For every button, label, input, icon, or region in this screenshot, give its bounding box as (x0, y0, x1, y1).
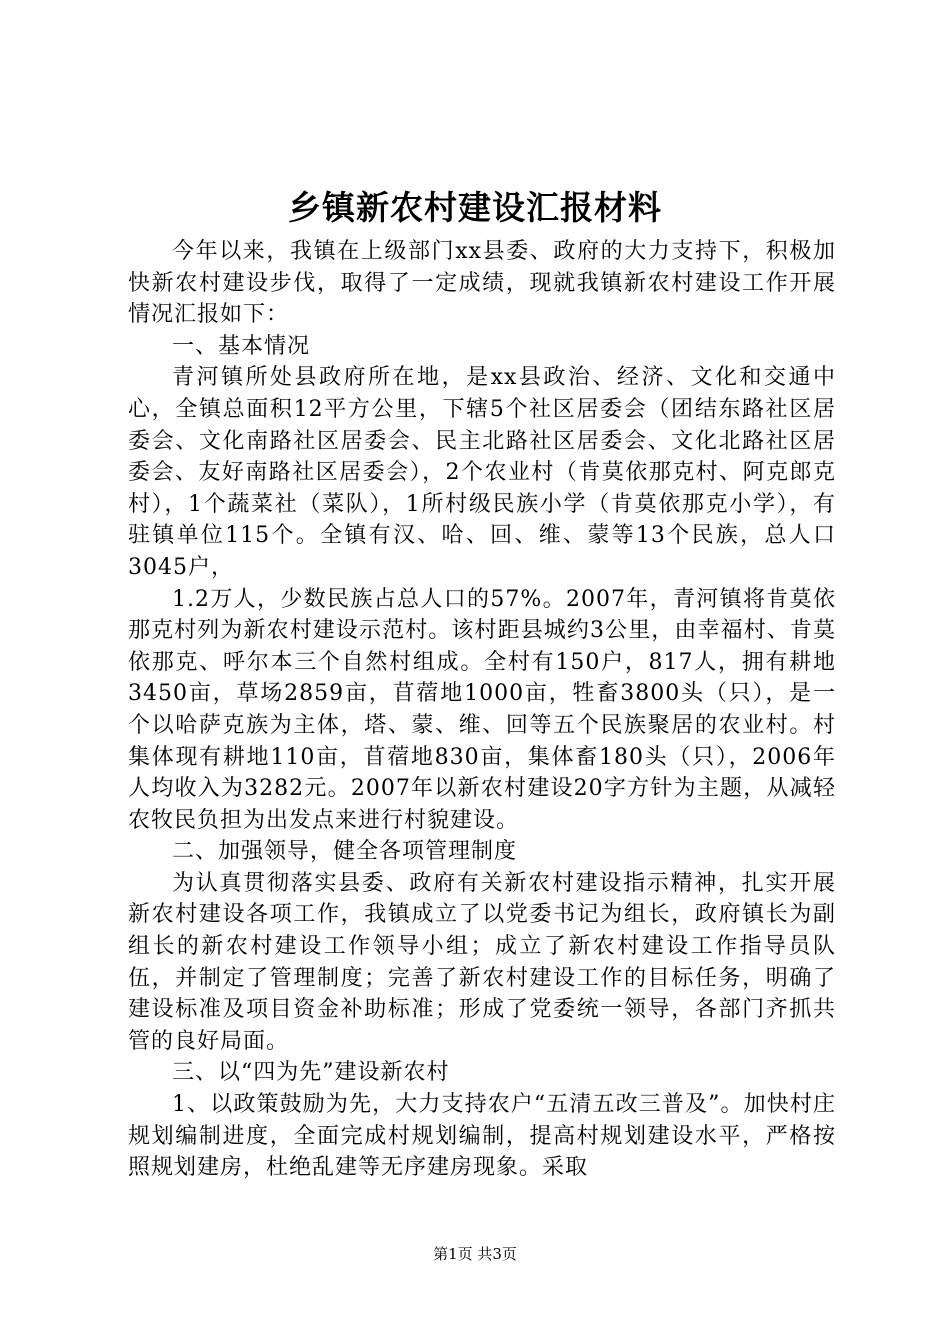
document-body (128, 236, 836, 1184)
section-heading-3: 三、以“四为先”建设新农村 (172, 1060, 450, 1086)
paragraph-policy: 1、以政策鼓励为先，大力支持农户“五清五改三普及”。加快村庄规划编制进度，全面完成村规划编制，提高村规划建设水平，严格按照规划建房，杜绝乱建等无序建房现象。采取 (128, 1092, 836, 1181)
section-heading-2: 二、加强领导，健全各项管理制度 (172, 839, 518, 865)
paragraph-population: 1.2万人，少数民族占总人口的57%。2007年，青河镇将肯莫依那克村列为新农村建设示范村。该村距县城约3公里，由幸福村、肯莫依那克、呼尔本三个自然村组成。全村有150户，817人，拥有耕地3450亩，草场2859亩，苜蓿地1000亩，牲畜3800头（只），是一个以哈萨克族为主体，塔、蒙、维、回等五个民族聚居的农业村。村集体现有耕地110亩，苜蓿地830亩，集体畜180头（只），2006年人均收入为3282元。2007年以新农村建设20字方针为主题，从减轻农牧民负担为出发点来进行村貌建设。 (128, 586, 837, 833)
section-heading-1: 一、基本情况 (172, 333, 311, 359)
paragraph-intro: 今年以来，我镇在上级部门xx县委、政府的大力支持下，积极加快新农村建设步伐，取得了一定成绩，现就我镇新农村建设工作开展情况汇报如下： (128, 239, 836, 328)
paragraph-basic-info: 青河镇所处县政府所在地，是xx县政治、经济、文化和交通中心，全镇总面积12平方公里，下辖5个社区居委会（团结东路社区居委会、文化南路社区居委会、民主北路社区居委会、文化北路社区居委会、友好南路社区居委会），2个农业村（肯莫依那克村、阿克郎克村），1个蔬菜社（菜队），1所村级民族小学（肯莫依那克小学），有驻镇单位115个。全镇有汉、哈、回、维、蒙等13个民族，总人口3045户， (128, 365, 836, 580)
paragraph-leadership: 为认真贯彻落实县委、政府有关新农村建设指示精神，扎实开展新农村建设各项工作，我镇成立了以党委书记为组长，政府镇长为副组长的新农村建设工作领导小组；成立了新农村建设工作指导员队伍，并制定了管理制度；完善了新农村建设工作的目标任务，明确了建设标准及项目资金补助标准；形成了党委统一领导，各部门齐抓共管的良好局面。 (128, 870, 836, 1054)
page-footer: 第1页 共3页 (433, 1245, 517, 1263)
document-title: 乡镇新农村建设汇报材料 (288, 188, 662, 227)
